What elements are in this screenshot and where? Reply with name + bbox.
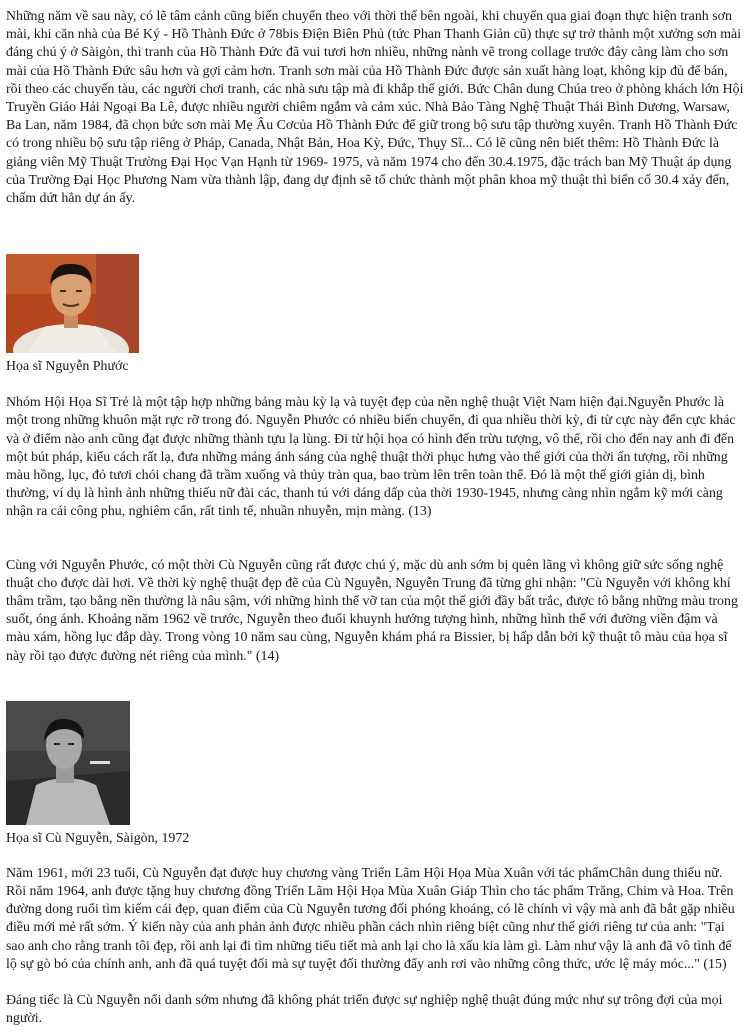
portrait-cu-nguyen (6, 701, 130, 825)
paragraph-cu-nguyen-awards: Năm 1961, mới 23 tuổi, Cù Nguyễn đạt được huy chương vàng Triển Lãm Hội Họa Mùa Xuân với tác phẩmChân dung thiếu nữ. Rồi năm 1964, anh được tặng huy chương đồng Triển Lãm Hội Họa Mùa Xuân Giáp Thìn cho tác phẩm Trăng, Chim và Hoa. Trên đường dong ruổi tìm kiếm cái đẹp, quan điểm của Cù Nguyễn tương đối phóng khoáng, có lẽ chính vì vậy mà anh đã bắt gặp nhiều điều mới mẻ rất sớm. Ý kiến này của anh phản ảnh được nhiều phần cách nhìn riêng biệt cũng như thế giới riêng tư của anh: "Tại sao anh cho rằng tranh tôi đẹp, rồi anh lại đi tìm những tiểu tiết mà anh lại cho là xấu kia làm gì. Làm như vậy là anh đã vô tình để lộ sự gò bó của chính anh, anh đã quá tuyệt đối mà sự tuyệt đối thường đẩy anh rơi vào những công thức, ước lệ máy móc..." (15) (6, 865, 735, 972)
caption-cu-nguyen: Họa sĩ Cù Nguyễn, Sàigòn, 1972 (6, 830, 190, 846)
caption-nguyen-phuoc: Họa sĩ Nguyễn Phước (6, 359, 129, 375)
portrait-nguyen-phuoc (6, 254, 139, 353)
paragraph-ho-thanh-duc: Những năm về sau này, có lẽ tâm cảnh cũng biến chuyển theo với thời thế bên ngoài, khi chuyển qua giai đoạn thực hiện tranh sơn mài, khi căn nhà của Bé Ký - Hồ Thành Đức ở 78bis Điện Biên Phủ (tức Phan Thanh Giản cũ) thực sự trở thành một xưởng sơn mài đáng chú ý ở Sàigòn, thì tranh của Hồ Thành Đức đã vui tươi hơn nhiều, những nành vẽ trong collage trước đây càng làm cho sơn mài của Hồ Thành Đức sâu hơn và gợi cảm hơn. Tranh sơn mài của Hồ Thành Đức được sản xuất hàng loạt, không kịp đủ để bán, rồi theo các chuyến tàu, các người chơi tranh, các nhà sưu tập mà đi khắp thế giới. Bức Chân dung Chúa treo ở phòng khách lớn Hội Truyền Giáo Hải Ngoại Ba Lê, được nhiều người chiêm ngắm và cảm xúc. Nhà Bảo Tàng Nghệ Thuật Thái Bình Dương, Warsaw, Ba Lan, năm 1984, đã chọn bức sơn mài Mẹ Âu Cơcủa Hồ Thành Đức để giữ trong bộ sưu tập thường xuyên. Tranh Hồ Thành Đức có trong nhiều bộ sưu tập riêng ở Pháp, Canada, Nhật Bản, Hoa Kỳ, Đức, Thụy Sĩ... Có lẽ cũng nên biết thêm: Hồ Thành Đức là giảng viên Mỹ Thuật Trường Đại Học Vạn Hạnh từ 1969- 1975, và năm 1974 cho đến 30.4.1975, đặc trách ban Mỹ Thuật áp dụng của Trường Đại Học Phương Nam vừa thành lập, đang dự định sẽ tổ chức thành một phân khoa mỹ thuật thì biến cố 30.4 xảy đến, chấm dứt hẳn dự án ấy. (6, 9, 744, 207)
paragraph-cu-nguyen: Cùng với Nguyễn Phước, có một thời Cù Nguyễn cũng rất được chú ý, mặc dù anh sớm bị quên lãng vì không giữ sức sống nghệ thuật cho được dài hơi. Về thời kỳ nghệ thuật đẹp đẽ của Cù Nguyễn, Nguyễn Trung đã từng ghi nhận: "Cù Nguyễn với không khí thâm trầm, tạo bằng nền thường là nâu sậm, với những hình thể vỡ tan của một thế giới đầy bất trắc, được tô bằng những màu trong suốt, óng ánh. Khoảng năm 1962 về trước, Nguyễn theo đuổi khuynh hướng tượng hình, những hình thể với đường viền đậm và màu xám, hồng lục đắp dày. Trong vòng 10 năm sau cùng, Nguyễn khám phá ra Bissier, bị hấp dẫn bởi kỹ thuật tô màu của họa sĩ này rồi tạo được đường nét riêng của mình." (14) (6, 557, 738, 664)
article (6, 8, 744, 1029)
paragraph-cu-nguyen-conclusion: Đáng tiếc là Cù Nguyễn nổi danh sớm nhưng đã không phát triển được sự nghiệp nghệ thuật đúng mức như sự trông đợi của mọi người. (6, 993, 723, 1027)
paragraph-nguyen-phuoc: Nhóm Hội Họa Sĩ Trẻ là một tập hợp những bảng màu kỳ lạ và tuyệt đẹp của nền nghệ thuật Việt Nam hiện đại.Nguyễn Phước là một trong những khuôn mặt rực rỡ trong đó. Nguyễn Phước có nhiều biến chuyển, đi qua nhiều thời kỳ, đi từ cực này đến cực khác và ở điểm nào anh cũng đạt được những thành tựu lạ lùng. Đi từ hội họa có hình đến trừu tượng, vô thể, rồi cho đến nay anh đi đến một bút pháp, kiểu cách rất lạ, đưa những mảng ánh sáng của nghệ thuật thời phục hưng vào thế giới của thời ấn tượng, rồi những màu hồng, lục, đỏ tươi chói chang đã trầm xuống và thủy tràn qua, bao trùm lên trên toàn thể. Đó là một thế giới giản dị, bình thường, ví dụ là hình ảnh những thiếu nữ đài các, thanh tú với dáng dấp của thời 1930-1945, nhưng càng nhìn ngắm kỹ mới càng nhận ra cái công phu, nghiêm cẩn, rất tinh tế, nhuần nhuyễn, mịn màng. (13) (6, 395, 736, 520)
